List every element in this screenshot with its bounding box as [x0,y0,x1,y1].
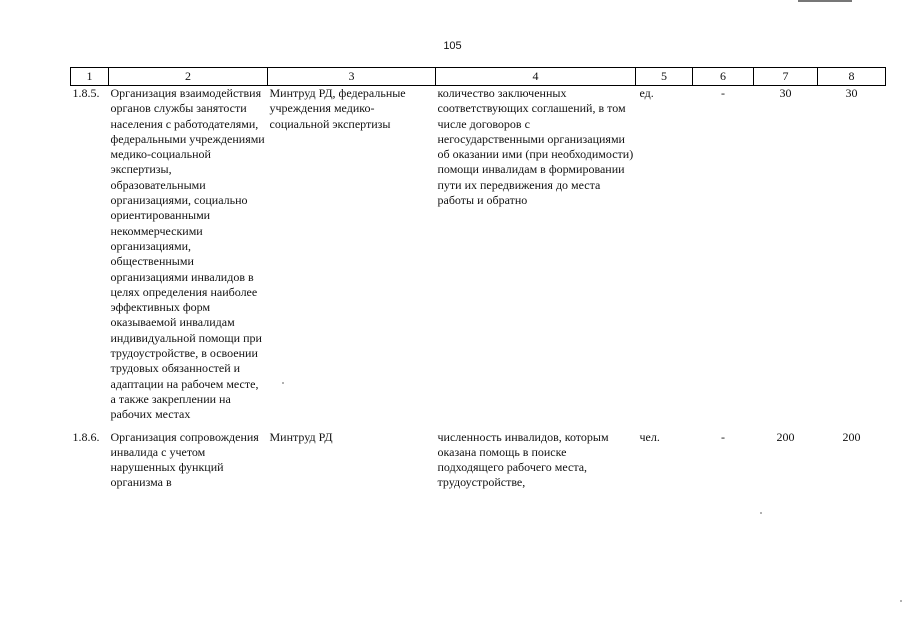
header-col-5: 5 [636,68,693,86]
top-edge-mark [798,0,852,2]
header-col-4: 4 [436,68,636,86]
scan-speck [760,512,762,514]
col8-cell: 200 [842,429,861,444]
header-col-7: 7 [754,68,818,86]
data-table [70,67,886,491]
table-row [71,423,886,491]
row-number: 1.8.6. [72,429,100,444]
executor-cell: Минтруд РД, федеральные учреждения медико-социальной экспертизы [269,86,406,131]
header-col-2: 2 [109,68,268,86]
col7-cell: 200 [776,429,795,444]
unit-cell: ед. [639,86,654,100]
activity-cell: Организация взаимодействия органов службы занятости населения с работодателями, федеральными учреждениями медико-социальной экспертизы, образовательными организациями, социально ориентированными некоммерческими организациями, общественными организациями инвалидов в целях определения наиболее эффективных форм оказываемой инвалидам индивидуальной помощи при трудоустройстве, в освоении трудовых обязанностей и адаптации на рабочем месте, а также закреплении на рабочих местах [110,86,265,422]
table-row [71,86,886,423]
header-col-3: 3 [268,68,436,86]
col6-cell: - [721,429,725,444]
page-number: 105 [443,40,462,52]
col7-cell: 30 [779,86,792,100]
indicator-cell: численность инвалидов, которым оказана помощь в поиске подходящего рабочего места, трудоустройстве, [437,429,609,490]
executor-cell: Минтруд РД [269,429,333,444]
indicator-cell: количество заключенных соответствующих соглашений, в том числе договоров с негосударственными организациями об оказании ими (при необходимости) помощи инвалидам в формировании пути их передвижения до места работы и обратно [437,86,634,208]
unit-cell: чел. [639,429,660,444]
scan-speck [900,600,902,602]
header-col-6: 6 [693,68,754,86]
row-number: 1.8.5. [72,86,100,100]
col8-cell: 30 [845,86,858,100]
header-row [71,68,886,86]
scan-speck [282,382,284,384]
header-col-8: 8 [818,68,886,86]
header-col-1: 1 [71,68,109,86]
col6-cell: - [721,86,725,100]
activity-cell: Организация сопровождения инвалида с учетом нарушенных функций организма в [110,429,259,490]
